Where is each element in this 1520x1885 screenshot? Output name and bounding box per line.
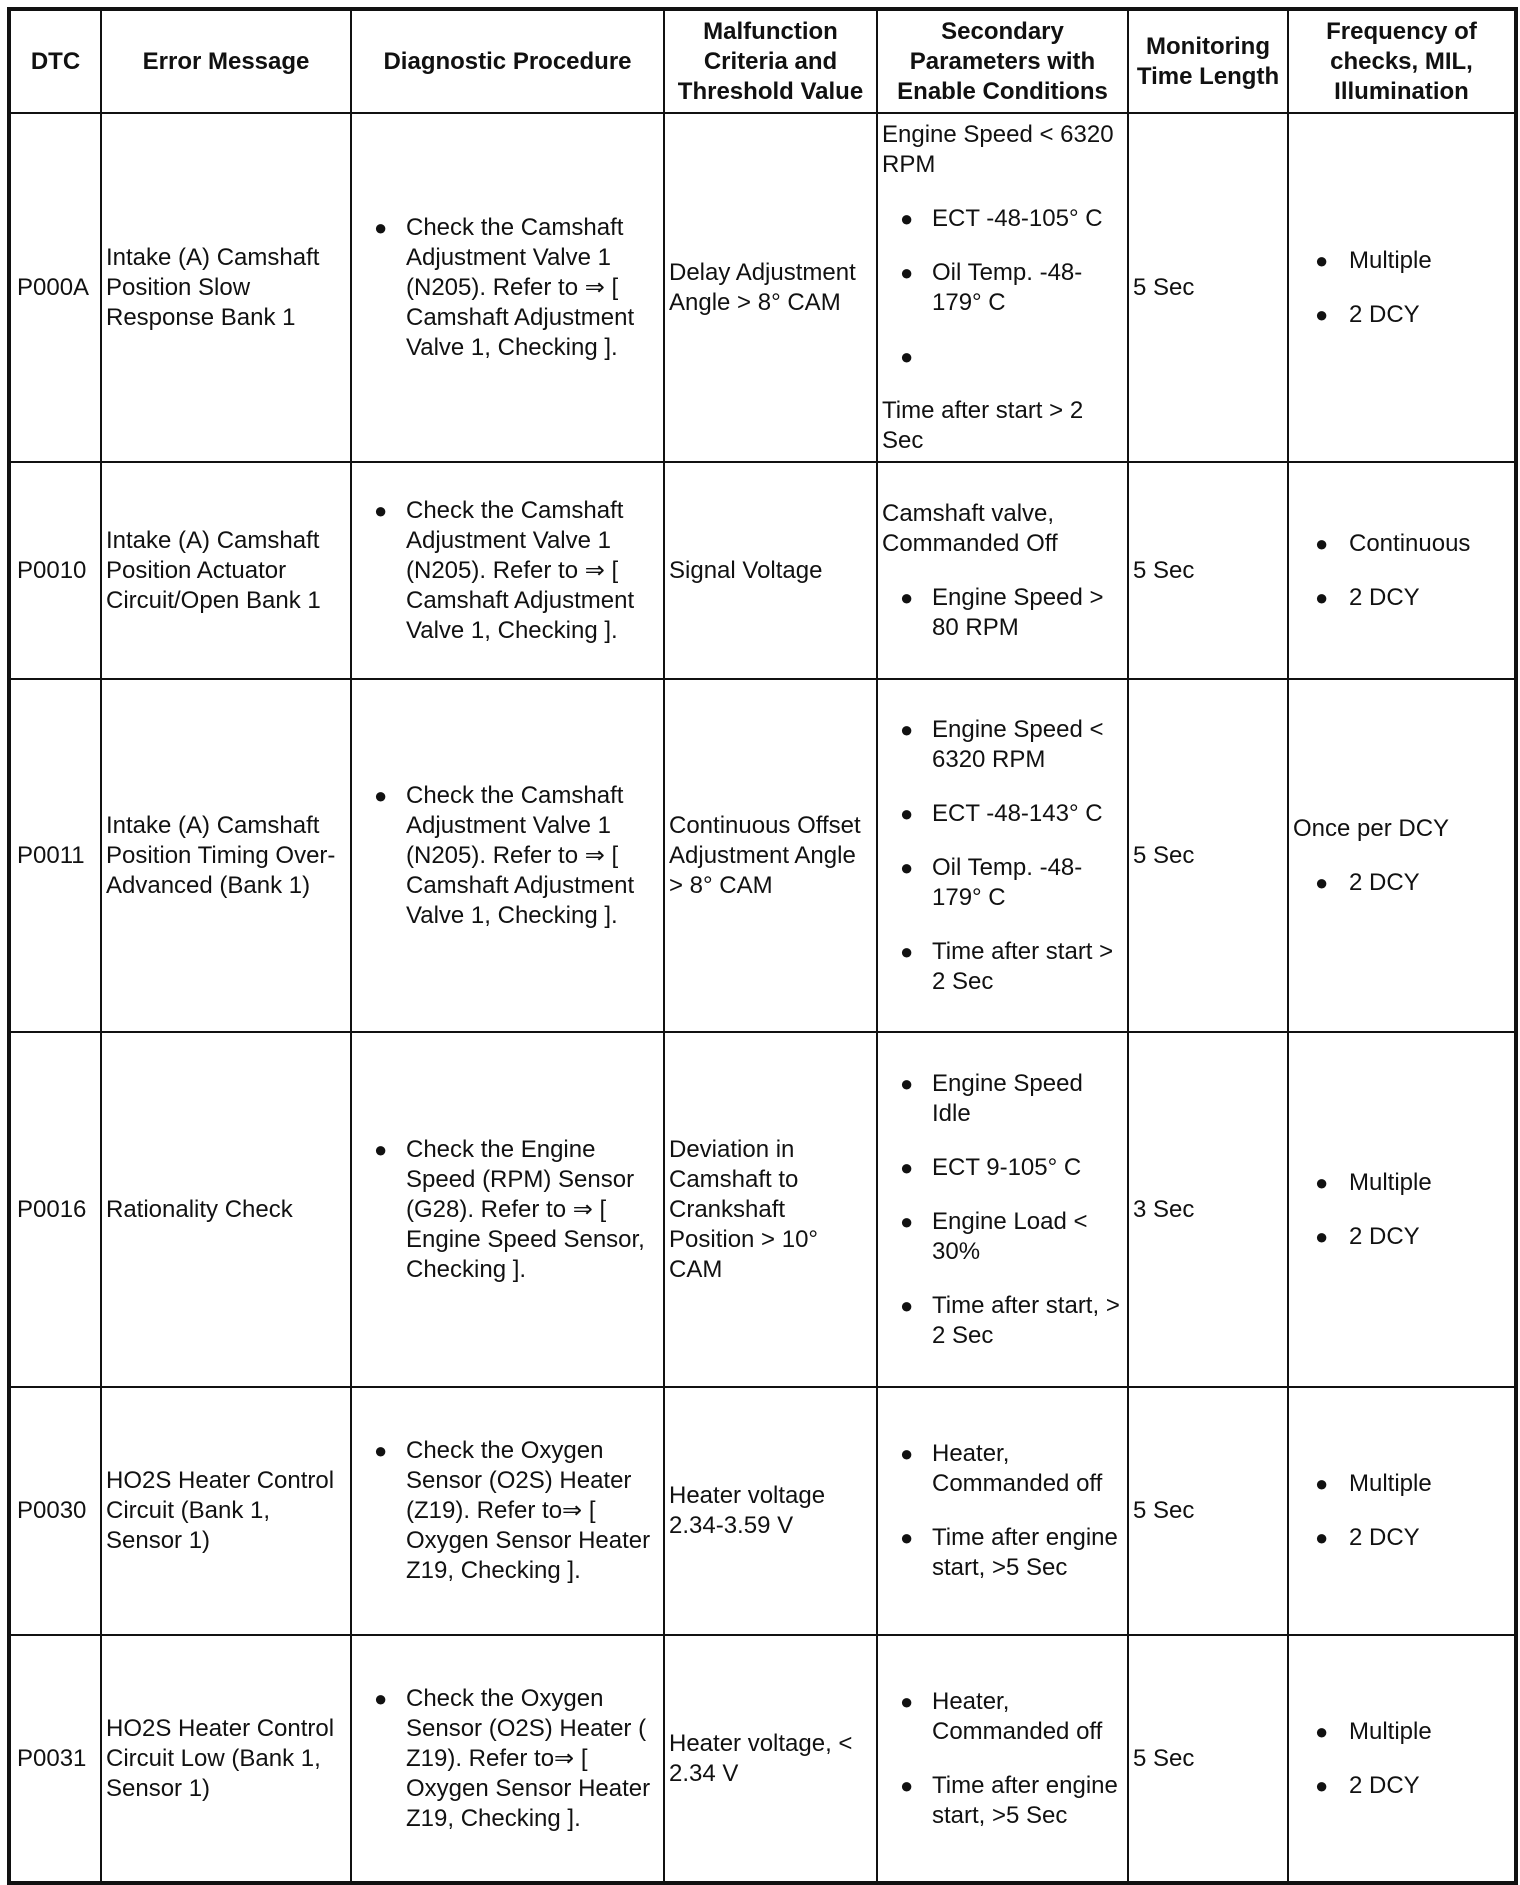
frequency: [1288, 113, 1516, 462]
error-message: HO2S Heater Control Circuit Low (Bank 1, Sensor 1): [101, 1635, 351, 1883]
procedure-list: [356, 496, 659, 646]
procedure-list: [356, 781, 659, 931]
secondary-parameter-item: ● Oil Temp. -48-179° C: [882, 258, 1123, 318]
error-message: Intake (A) Camshaft Position Timing Over-Advanced (Bank 1): [101, 679, 351, 1032]
frequency-list: [1293, 529, 1510, 613]
secondary-parameter-item: ● ECT -48-143° C: [882, 799, 1123, 829]
spacer: [882, 559, 1123, 583]
header-row: [9, 9, 1516, 113]
secondary-parameters: [877, 1387, 1128, 1635]
frequency-list: [1293, 1469, 1510, 1553]
frequency: [1288, 679, 1516, 1032]
procedure-list: [356, 1135, 659, 1285]
secondary-parameter-list: [882, 715, 1123, 997]
monitoring-time: 3 Sec: [1128, 1032, 1288, 1387]
secondary-parameter-list: [882, 1687, 1123, 1831]
secondary-parameters: [877, 113, 1128, 462]
malfunction-criteria: Delay Adjustment Angle > 8° CAM: [664, 113, 877, 462]
procedure-list: [356, 213, 659, 363]
frequency-item: ● 2 DCY: [1293, 583, 1510, 613]
procedure-item: ● Check the Camshaft Adjustment Valve 1 (N205). Refer to ⇒ [ Camshaft Adjustment Valve 1, Checking ].: [356, 213, 659, 363]
secondary-parameters-text: Engine Speed < 6320 RPM: [882, 120, 1114, 178]
header-secondary-parameters: Secondary Parameters with Enable Conditions: [877, 9, 1128, 113]
diagnostic-procedure: [351, 679, 664, 1032]
secondary-parameter-list: [882, 583, 1123, 643]
malfunction-criteria: Heater voltage, < 2.34 V: [664, 1635, 877, 1883]
frequency: [1288, 1387, 1516, 1635]
dtc-code: P0010: [9, 462, 101, 679]
spacer: [882, 180, 1123, 204]
secondary-parameter-item: ● ECT 9-105° C: [882, 1153, 1123, 1183]
secondary-parameter-item: ● Heater, Commanded off: [882, 1439, 1123, 1499]
table-row: [9, 1032, 1516, 1387]
secondary-parameters-text: Camshaft valve, Commanded Off: [882, 499, 1058, 557]
diagnostic-procedure: [351, 1387, 664, 1635]
secondary-parameter-item: ● Time after engine start, >5 Sec: [882, 1771, 1123, 1831]
frequency: [1288, 1635, 1516, 1883]
secondary-parameter-item: ● Time after engine start, >5 Sec: [882, 1523, 1123, 1583]
monitoring-time: 5 Sec: [1128, 462, 1288, 679]
frequency-item: ● 2 DCY: [1293, 868, 1510, 898]
frequency-list: [1293, 868, 1510, 898]
frequency-item: ● Multiple: [1293, 1168, 1510, 1198]
dtc-code: P0030: [9, 1387, 101, 1635]
error-message: HO2S Heater Control Circuit (Bank 1, Sensor 1): [101, 1387, 351, 1635]
secondary-parameter-list: [882, 204, 1123, 372]
secondary-parameter-item: ● ECT -48-105° C: [882, 204, 1123, 234]
procedure-item: ● Check the Camshaft Adjustment Valve 1 (N205). Refer to ⇒ [ Camshaft Adjustment Valve 1, Checking ].: [356, 781, 659, 931]
header-malfunction-criteria: Malfunction Criteria and Threshold Value: [664, 9, 877, 113]
diagnostic-procedure: [351, 1635, 664, 1883]
error-message: Intake (A) Camshaft Position Slow Response Bank 1: [101, 113, 351, 462]
dtc-table: [7, 7, 1518, 1885]
secondary-parameters: [877, 1032, 1128, 1387]
procedure-item: ● Check the Engine Speed (RPM) Sensor (G28). Refer to ⇒ [ Engine Speed Sensor, Checking ].: [356, 1135, 659, 1285]
secondary-parameter-item: ● Oil Temp. -48-179° C: [882, 853, 1123, 913]
frequency-item: ● Multiple: [1293, 1469, 1510, 1499]
table-row: [9, 113, 1516, 462]
frequency-item: ● 2 DCY: [1293, 300, 1510, 330]
secondary-parameters: [877, 462, 1128, 679]
frequency-item: ● Continuous: [1293, 529, 1510, 559]
procedure-list: [356, 1684, 659, 1834]
monitoring-time: 5 Sec: [1128, 113, 1288, 462]
frequency-list: [1293, 1168, 1510, 1252]
header-monitoring-time: Monitoring Time Length: [1128, 9, 1288, 113]
dtc-code: P0016: [9, 1032, 101, 1387]
diagnostic-procedure: [351, 1032, 664, 1387]
dtc-code: P0011: [9, 679, 101, 1032]
secondary-parameter-item: ● Engine Speed Idle: [882, 1069, 1123, 1129]
malfunction-criteria: Deviation in Camshaft to Crankshaft Position > 10° CAM: [664, 1032, 877, 1387]
monitoring-time: 5 Sec: [1128, 679, 1288, 1032]
frequency: [1288, 1032, 1516, 1387]
diagnostic-procedure: [351, 113, 664, 462]
frequency-text: Once per DCY: [1293, 814, 1450, 842]
header-dtc: DTC: [9, 9, 101, 113]
dtc-code: P0031: [9, 1635, 101, 1883]
error-message: Intake (A) Camshaft Position Actuator Circuit/Open Bank 1: [101, 462, 351, 679]
spacer: [882, 372, 1123, 396]
secondary-parameters: [877, 1635, 1128, 1883]
malfunction-criteria: Continuous Offset Adjustment Angle > 8° CAM: [664, 679, 877, 1032]
malfunction-criteria: Heater voltage 2.34-3.59 V: [664, 1387, 877, 1635]
secondary-parameter-item: ● Time after start > 2 Sec: [882, 937, 1123, 997]
header-diagnostic-procedure: Diagnostic Procedure: [351, 9, 664, 113]
secondary-parameter-item: ● Engine Speed > 80 RPM: [882, 583, 1123, 643]
secondary-parameters-text: Time after start > 2 Sec: [882, 396, 1084, 454]
frequency-list: [1293, 246, 1510, 330]
secondary-parameters: [877, 679, 1128, 1032]
frequency: [1288, 462, 1516, 679]
table-row: [9, 679, 1516, 1032]
header-frequency: Frequency of checks, MIL, Illumination: [1288, 9, 1516, 113]
frequency-item: ● 2 DCY: [1293, 1222, 1510, 1252]
frequency-item: ● 2 DCY: [1293, 1523, 1510, 1553]
spacer: [1293, 844, 1510, 868]
frequency-item: ● Multiple: [1293, 246, 1510, 276]
procedure-item: ● Check the Oxygen Sensor (O2S) Heater ( Z19). Refer to⇒ [ Oxygen Sensor Heater Z19, Checking ].: [356, 1684, 659, 1834]
frequency-list: [1293, 1717, 1510, 1801]
secondary-parameter-item: ● Engine Speed < 6320 RPM: [882, 715, 1123, 775]
procedure-list: [356, 1436, 659, 1586]
secondary-parameter-item: [882, 342, 1123, 372]
malfunction-criteria: Signal Voltage: [664, 462, 877, 679]
table-row: [9, 1387, 1516, 1635]
secondary-parameter-item: ● Heater, Commanded off: [882, 1687, 1123, 1747]
error-message: Rationality Check: [101, 1032, 351, 1387]
secondary-parameter-item: ● Time after start, > 2 Sec: [882, 1291, 1123, 1351]
frequency-item: ● Multiple: [1293, 1717, 1510, 1747]
secondary-parameter-item: ● Engine Load < 30%: [882, 1207, 1123, 1267]
diagnostic-procedure: [351, 462, 664, 679]
procedure-item: ● Check the Camshaft Adjustment Valve 1 (N205). Refer to ⇒ [ Camshaft Adjustment Valve 1, Checking ].: [356, 496, 659, 646]
dtc-code: P000A: [9, 113, 101, 462]
table-row: [9, 462, 1516, 679]
secondary-parameter-list: [882, 1439, 1123, 1583]
header-error-message: Error Message: [101, 9, 351, 113]
procedure-item: ● Check the Oxygen Sensor (O2S) Heater (Z19). Refer to⇒ [ Oxygen Sensor Heater Z19, Checking ].: [356, 1436, 659, 1586]
table-row: [9, 1635, 1516, 1883]
table-body: [9, 113, 1516, 1883]
frequency-item: ● 2 DCY: [1293, 1771, 1510, 1801]
monitoring-time: 5 Sec: [1128, 1635, 1288, 1883]
secondary-parameter-list: [882, 1069, 1123, 1351]
monitoring-time: 5 Sec: [1128, 1387, 1288, 1635]
